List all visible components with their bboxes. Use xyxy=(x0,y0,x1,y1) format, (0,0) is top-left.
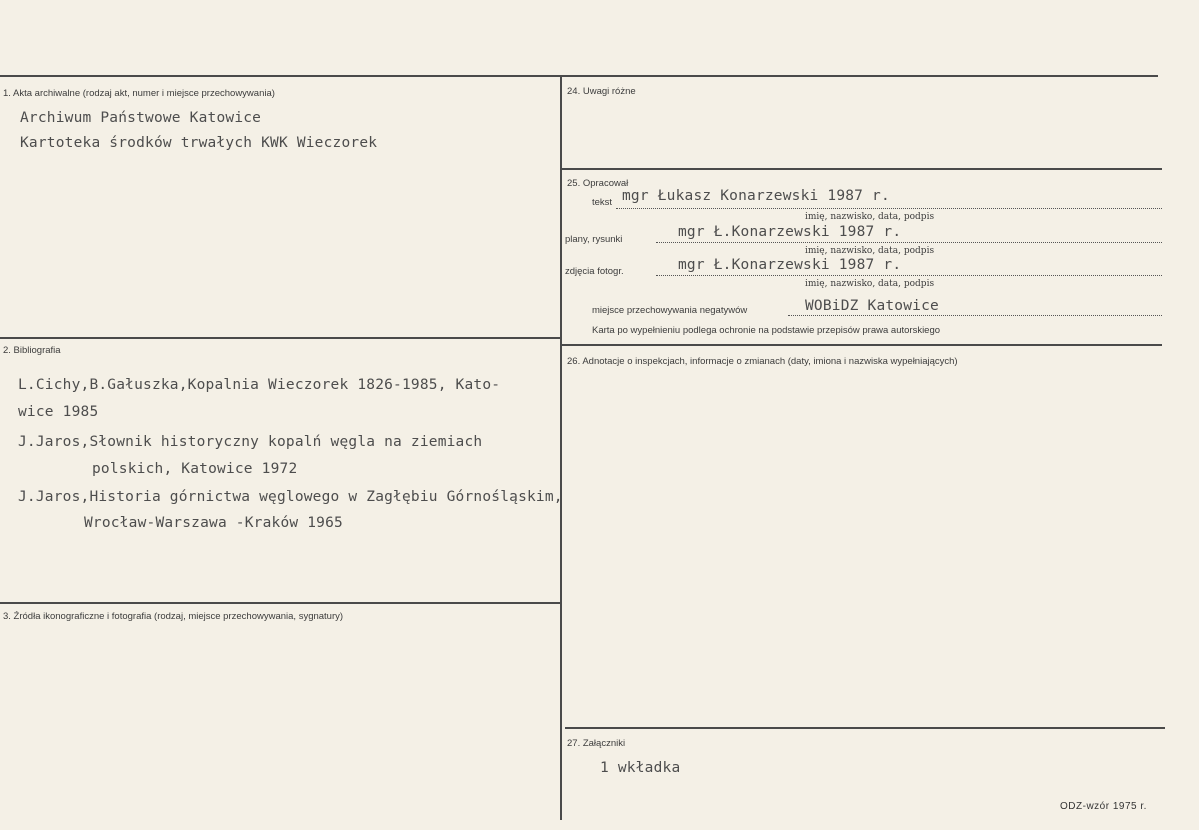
bibliography-line-3: J.Jaros,Słownik historyczny kopalń węgla na ziemiach xyxy=(18,434,483,450)
rule-section-2-3 xyxy=(0,602,560,604)
plany-hint: imię, nazwisko, data, podpis xyxy=(805,246,935,256)
negatywy-label: miejsce przechowywania negatywów xyxy=(592,305,748,316)
bibliography-line-1: L.Cichy,B.Gałuszka,Kopalnia Wieczorek 1826-1985, Kato- xyxy=(18,377,501,393)
rule-section-26-27 xyxy=(565,727,1165,729)
section-1-line-2: Kartoteka środków trwałych KWK Wieczorek xyxy=(20,135,378,151)
top-rule xyxy=(0,75,1158,77)
section-1-label: 1. Akta archiwalne (rodzaj akt, numer i miejsce przechowywania) xyxy=(3,88,275,99)
negatywy-dotted-line xyxy=(788,315,1162,316)
attachments-value: 1 wkładka xyxy=(600,760,681,776)
tekst-label: tekst xyxy=(592,197,613,208)
rule-section-24-25 xyxy=(562,168,1162,170)
plany-dotted-line xyxy=(656,242,1162,243)
rule-section-1-2 xyxy=(0,337,560,339)
zdjecia-value: mgr Ł.Konarzewski 1987 r. xyxy=(678,257,902,273)
section-26-label: 26. Adnotacje o inspekcjach, informacje o zmianach (daty, imiona i nazwiska wypełniających) xyxy=(567,356,958,367)
bibliography-line-6: Wrocław-Warszawa -Kraków 1965 xyxy=(84,515,343,531)
rule-section-25-26 xyxy=(562,344,1162,346)
section-2-label: 2. Bibliografia xyxy=(3,345,61,356)
bibliography-line-4: polskich, Katowice 1972 xyxy=(92,461,298,477)
plany-label: plany, rysunki xyxy=(565,234,623,245)
zdjecia-dotted-line xyxy=(656,275,1162,276)
section-3-label: 3. Źródła ikonograficzne i fotografia (rodzaj, miejsce przechowywania, sygnatury) xyxy=(3,611,344,622)
plany-value: mgr Ł.Konarzewski 1987 r. xyxy=(678,224,902,240)
copyright-notice: Karta po wypełnieniu podlega ochronie na podstawie przepisów prawa autorskiego xyxy=(592,325,941,336)
tekst-hint: imię, nazwisko, data, podpis xyxy=(805,212,935,222)
bibliography-line-5: J.Jaros,Historia górnictwa węglowego w Zagłębiu Górnośląskim, xyxy=(18,489,563,505)
bibliography-line-2: wice 1985 xyxy=(18,404,99,420)
zdjecia-hint: imię, nazwisko, data, podpis xyxy=(805,279,935,289)
section-24-label: 24. Uwagi różne xyxy=(567,86,636,97)
tekst-dotted-line xyxy=(616,208,1162,209)
form-code: ODZ-wzór 1975 r. xyxy=(1060,801,1147,812)
section-27-label: 27. Załączniki xyxy=(567,738,626,749)
section-25-label: 25. Opracował xyxy=(567,178,629,189)
tekst-value: mgr Łukasz Konarzewski 1987 r. xyxy=(622,188,890,204)
zdjecia-label: zdjęcia fotogr. xyxy=(565,266,624,277)
negatywy-value: WOBiDZ Katowice xyxy=(805,298,939,314)
center-divider xyxy=(560,76,562,820)
section-1-line-1: Archiwum Państwowe Katowice xyxy=(20,110,262,126)
